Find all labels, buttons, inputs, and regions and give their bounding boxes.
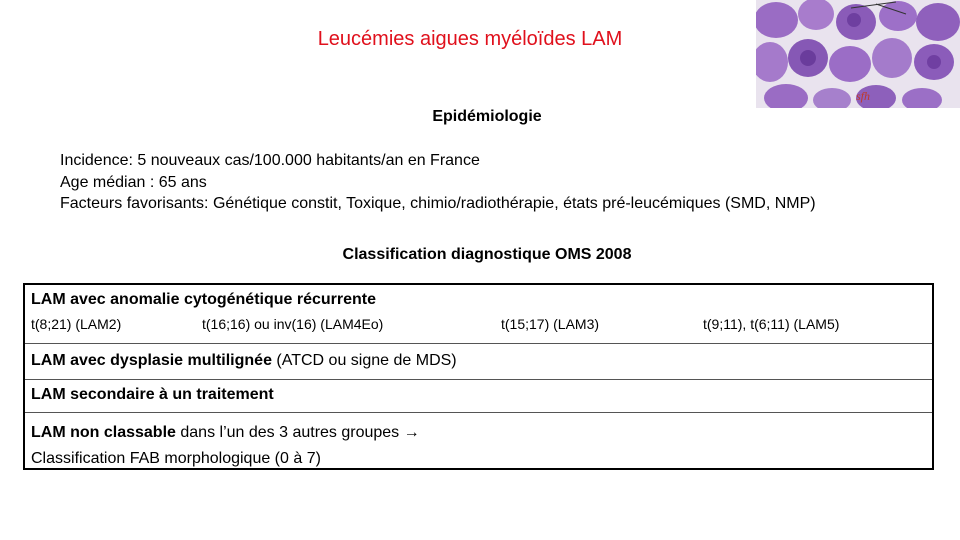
epidemiology-text	[60, 150, 816, 215]
table-row	[25, 412, 932, 468]
table-row	[25, 379, 932, 413]
fab-classification-line: Classification FAB morphologique (0 à 7)	[31, 450, 321, 467]
incidence-line: Incidence: 5 nouveaux cas/100.000 habitants/an en France	[60, 152, 480, 169]
median-age-line: Age médian : 65 ans	[60, 173, 207, 191]
row-label-detail: dans l’un des 3 autres groupes	[175, 424, 404, 441]
slide-title: Leucémies aigues myéloïdes LAM	[317, 28, 623, 50]
translocation-item: t(8;21) (LAM2)	[31, 316, 122, 332]
classification-heading: Classification diagnostique OMS 2008	[342, 246, 632, 263]
row-label: LAM secondaire à un traitement	[31, 386, 274, 403]
translocation-item: t(16;16) ou inv(16) (LAM4Eo)	[202, 316, 384, 332]
row-label-detail: (ATCD ou signe de MDS)	[271, 352, 457, 369]
row-label: LAM non classable	[31, 424, 176, 441]
image-caption: sfh	[855, 89, 870, 103]
translocation-item: t(9;11), t(6;11) (LAM5)	[703, 316, 840, 332]
row-label: LAM avec dysplasie multilignée	[31, 352, 272, 369]
blood-smear-micrograph	[756, 0, 960, 108]
row-label: LAM avec anomalie cytogénétique récurrente	[31, 291, 376, 308]
table-row	[25, 285, 932, 344]
epidemiology-heading: Epidémiologie	[432, 108, 542, 125]
table-row	[25, 343, 932, 380]
risk-factors-line: Facteurs favorisants: Génétique constit, Toxique, chimio/radiothérapie, états pré-leucémiques (SMD, NMP)	[60, 195, 816, 212]
arrow-right-icon: →	[403, 424, 420, 441]
classification-table	[23, 283, 934, 470]
translocation-item: t(15;17) (LAM3)	[501, 316, 600, 332]
